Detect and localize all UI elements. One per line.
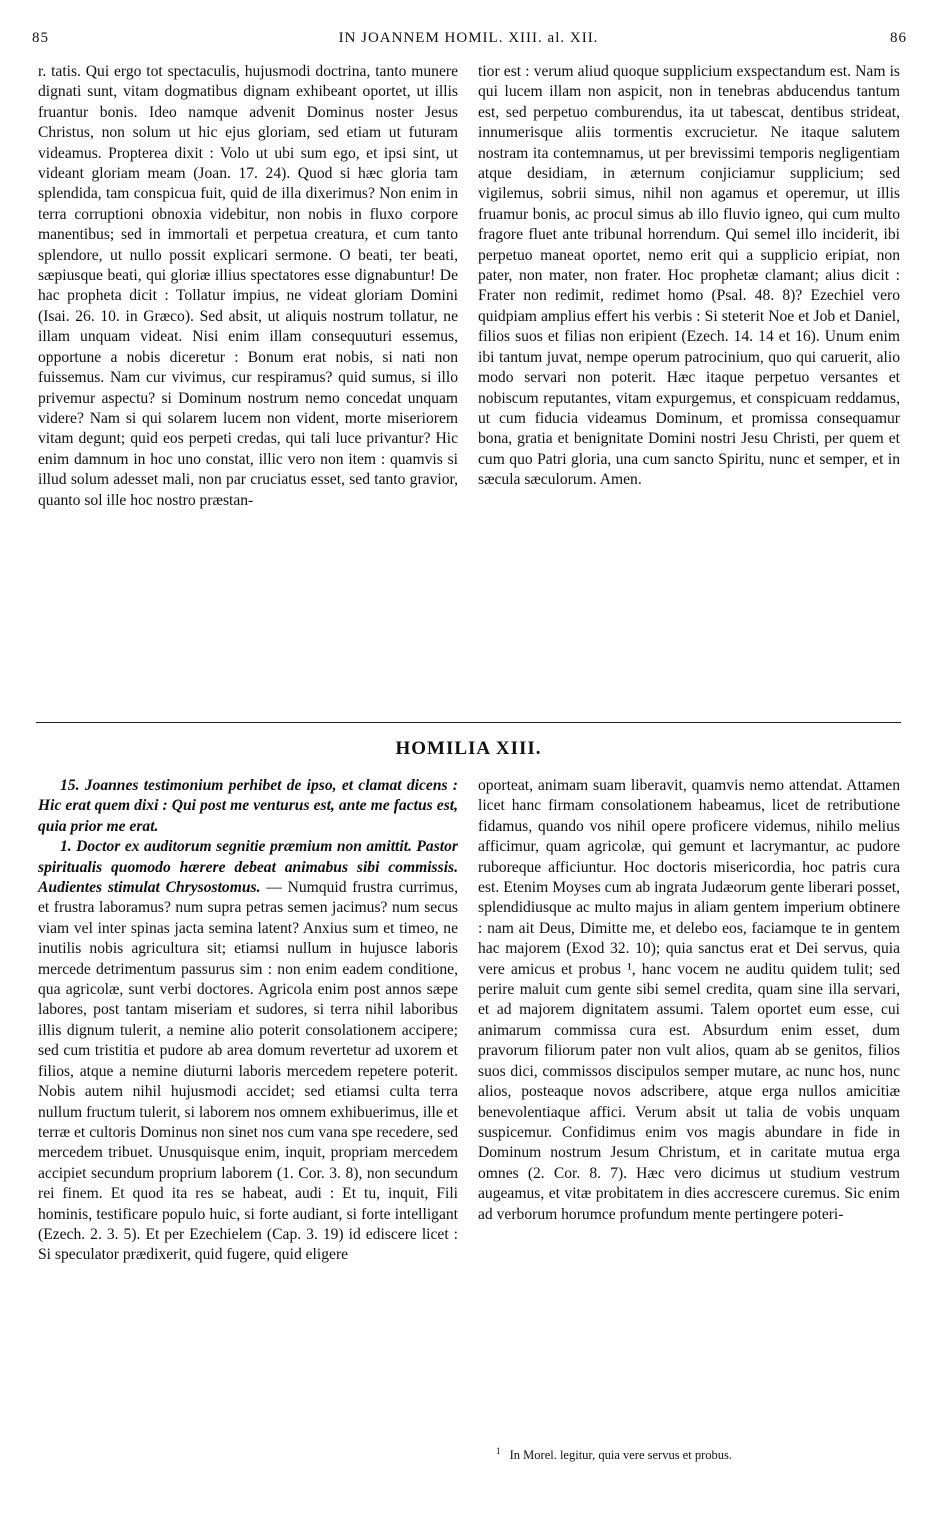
scripture-lemma: 15. Joannes testimonium perhibet de ipso, et clamat dicens : Hic erat quem dixi : Qui post me venturus est, ante me factus est, quia prior me erat.	[38, 777, 458, 835]
footnote	[496, 1446, 896, 1463]
top-left-column	[38, 62, 458, 511]
homily-title: HOMILIA XIII.	[395, 738, 542, 759]
top-right-column	[478, 62, 900, 491]
page-number-left: 85	[32, 30, 49, 46]
bottom-right-text: oporteat, animam suam liberavit, quamvis nemo attendat. Attamen licet hanc firmam consolationem habeamus, licet de retributione fidamus, quando vos nihil opere proficere videmus, nihilo melius afficimur, quam agricolæ, qui gemunt et lacrymantur, ac pudore ruboreque afficiuntur. Hoc doctoris misericordia, hoc patris cura est. Etenim Moyses cum ab ingrata Judæorum gente liberari posset, splendidiusque ac multo majus in aliam gentem imperium obtinere : nam ait Deus, Dimitte me, et delebo eos, faciamque te in gentem hac majorem (Exod 32. 10); quia sanctus erat et Dei servus, quia vere amicus et probus ¹, hanc vocem ne auditu quidem tulit; sed perire maluit cum gente sibi semel credita, quam sine illa servari, et ad majorem dignitatem assumi. Talem oportet eum esse, cui animarum commissa cura est. Absurdum enim esset, dum pravorum filiorum pater non vult alios, quam ab se genitos, filios suos dici, commissos discipulos semper mutare, ac nunc hos, nunc alios, posteaque novos adscribere, atque erga nullos amicitiæ benevolentiaque affici. Verum absit ut talia de vobis unquam suspicemur. Confidimus enim vos magis abundare in fide in Dominum nostrum Jesum Christum, et in caritate mutua erga omnes (2. Cor. 8. 7). Hæc vero dicimus ut studium vestrum augeamus, et vitæ probitatem in dies accrescere curemus. Sic enim ad verborum horumce profundum mente pertingere poteri-	[478, 777, 900, 1223]
summary-paragraph	[38, 837, 458, 1266]
bottom-left-column	[38, 776, 458, 1266]
section-divider	[36, 722, 901, 723]
running-title: IN JOANNEM HOMIL. XIII. al. XII.	[338, 30, 599, 46]
footnote-text: In Morel. legitur, quia vere servus et probus.	[509, 1448, 732, 1463]
bottom-left-text: — Numquid frustra currimus, et frustra laboramus? num supra petras semen jacimus? num secus viam vel inter spinas jacta semina latent? Anxius sum et timeo, ne inutilis nobis agricultura sit; etiamsi nullum in hujusce laboris mercede detrimentum passurus sim : non enim eadem conditione, qua agricolæ, sunt verbi doctores. Agricola enim post annos sæpe labores, post tantam miseriam et sudores, si terra nihil laboribus illis dignum tulerit, a nemine alio poterit consolationem accipere; sed cum tristitia et pudore ab area domum revertetur ad uxorem et filios, atque a nemine diuturni laboris mercedem repetere poterit. Nobis autem nihil hujusmodi accidet; sed etiamsi culta terra nullum fructum tulerit, si laborem nos omnem exhibuerimus, ille et terræ et cultoris Dominus non sinet nos cum vana spe recedere, sed mercedem tribuet. Unusquisque enim, inquit, propriam mercedem accipiet secundum proprium laborem (1. Cor. 3. 8), non secundum rei finem. Et quod ita res se habeat, audi : Et tu, inquit, Fili hominis, testificare populo huic, si forte audiant, si forte intelligant (Ezech. 2. 3. 5). Et per Ezechielem (Cap. 3. 19) id ediscere licet : Si speculator prædixerit, quid fugere, quid eligere	[38, 879, 458, 1264]
footnote-marker: 1	[496, 1446, 501, 1456]
top-left-text: r. tatis. Qui ergo tot spectaculis, hujusmodi doctrina, tanto munere dignati sunt, vitam dogmatibus dignam exhibeant oportet, ut illis fruantur bonis. Ideo namque advenit Dominus noster Jesus Christus, non solum ut hic ejus gloriam, sed etiam ut futuram videamus. Propterea dixit : Volo ut ubi sum ego, et ipsi sint, ut videant gloriam meam (Joan. 17. 24). Quod si hæc gloria tam splendida, tam conspicua fuit, quid de illa dixerimus? Non enim in terra corruptioni obnoxia videbitur, non nobis in fluxo corpore manentibus; sed in immortali et perpetua creatura, et cum tanto splendore, ut nullo possit explicari sermone. O beati, ter beati, sæpiusque beati, qui gloriæ illius spectatores esse dignabuntur! De hac propheta dicit : Tollatur impius, ne videat gloriam Domini (Isai. 26. 10. in Græco). Sed absit, ut aliquis nostrum tollatur, ne illam unquam videat. Nisi enim illam consequuturi essemus, opportune a nobis diceretur : Bonum erat nobis, si nati non fuissemus. Nam cur vivimus, cur respiramus? quid sumus, si illo privemur aspectu? si Dominum nostrum nemo concedat unquam videre? Nam si qui solarem lucem non vident, morte miseriorem vitam degunt; quid eos perpeti credas, qui tali luce privantur? Hic enim damnum in hoc uno constat, illic vero non item : quamvis si illud solum adesset mali, non par cruciatus esset, sed tanto gravior, quanto sol ille hoc nostro præstan-	[38, 63, 458, 509]
page-number-right: 86	[890, 30, 907, 46]
chapter-summary: 1. Doctor ex auditorum segnitie præmium non amittit. Pastor spiritualis quomodo hærere debeat animabus sibi commissis. Audientes stimulat Chrysostomus.	[38, 838, 458, 897]
top-right-text: tior est : verum aliud quoque supplicium exspectandum est. Nam is qui lucem illam non aspicit, non in tenebras abducendus tantum est, sed perpetuo comburendus, ita ut tabescat, dentibus strideat, innumerisque aliis tormentis excrucietur. Ne itaque salutem nostram ita contemnamus, ut per brevissimi temporis negligentiam atque desidiam, in æternum conjiciamur supplicium; sed vigilemus, sobrii simus, nihil non agamus et operemur, ut illis fruamur bonis, ac procul simus ab illo fluvio igneo, qui cum multo fragore fluet ante tribunal horrendum. Qui semel illo inciderit, ibi perpetuo maneat oportet, nemo erit qui a supplicio eripiat, non pater, non mater, non frater. Hoc prophetæ clamant; alius dicit : Frater non redimit, redimet homo (Psal. 48. 8)? Ezechiel vero quidpiam amplius effert his verbis : Si steterit Noe et Job et Daniel, filios suos et filias non eripient (Ezech. 14. 14 et 16). Unum enim ibi tantum juvat, nempe operum patrocinium, quo qui caruerit, alio modo servari non poterit. Hæc itaque perpetuo versantes et nobiscum reputantes, vitam expurgemus, et conspicuam reddamus, ut cum fiducia videamus Dominum, et promissa consequamur bona, gratia et benignitate Domini nostri Jesu Christi, per quem et cum quo Patri gloria, una cum sancto Spiritu, nunc et semper, et in sæcula sæculorum. Amen.	[478, 63, 900, 489]
running-header	[30, 30, 907, 54]
bottom-right-column	[478, 776, 900, 1225]
